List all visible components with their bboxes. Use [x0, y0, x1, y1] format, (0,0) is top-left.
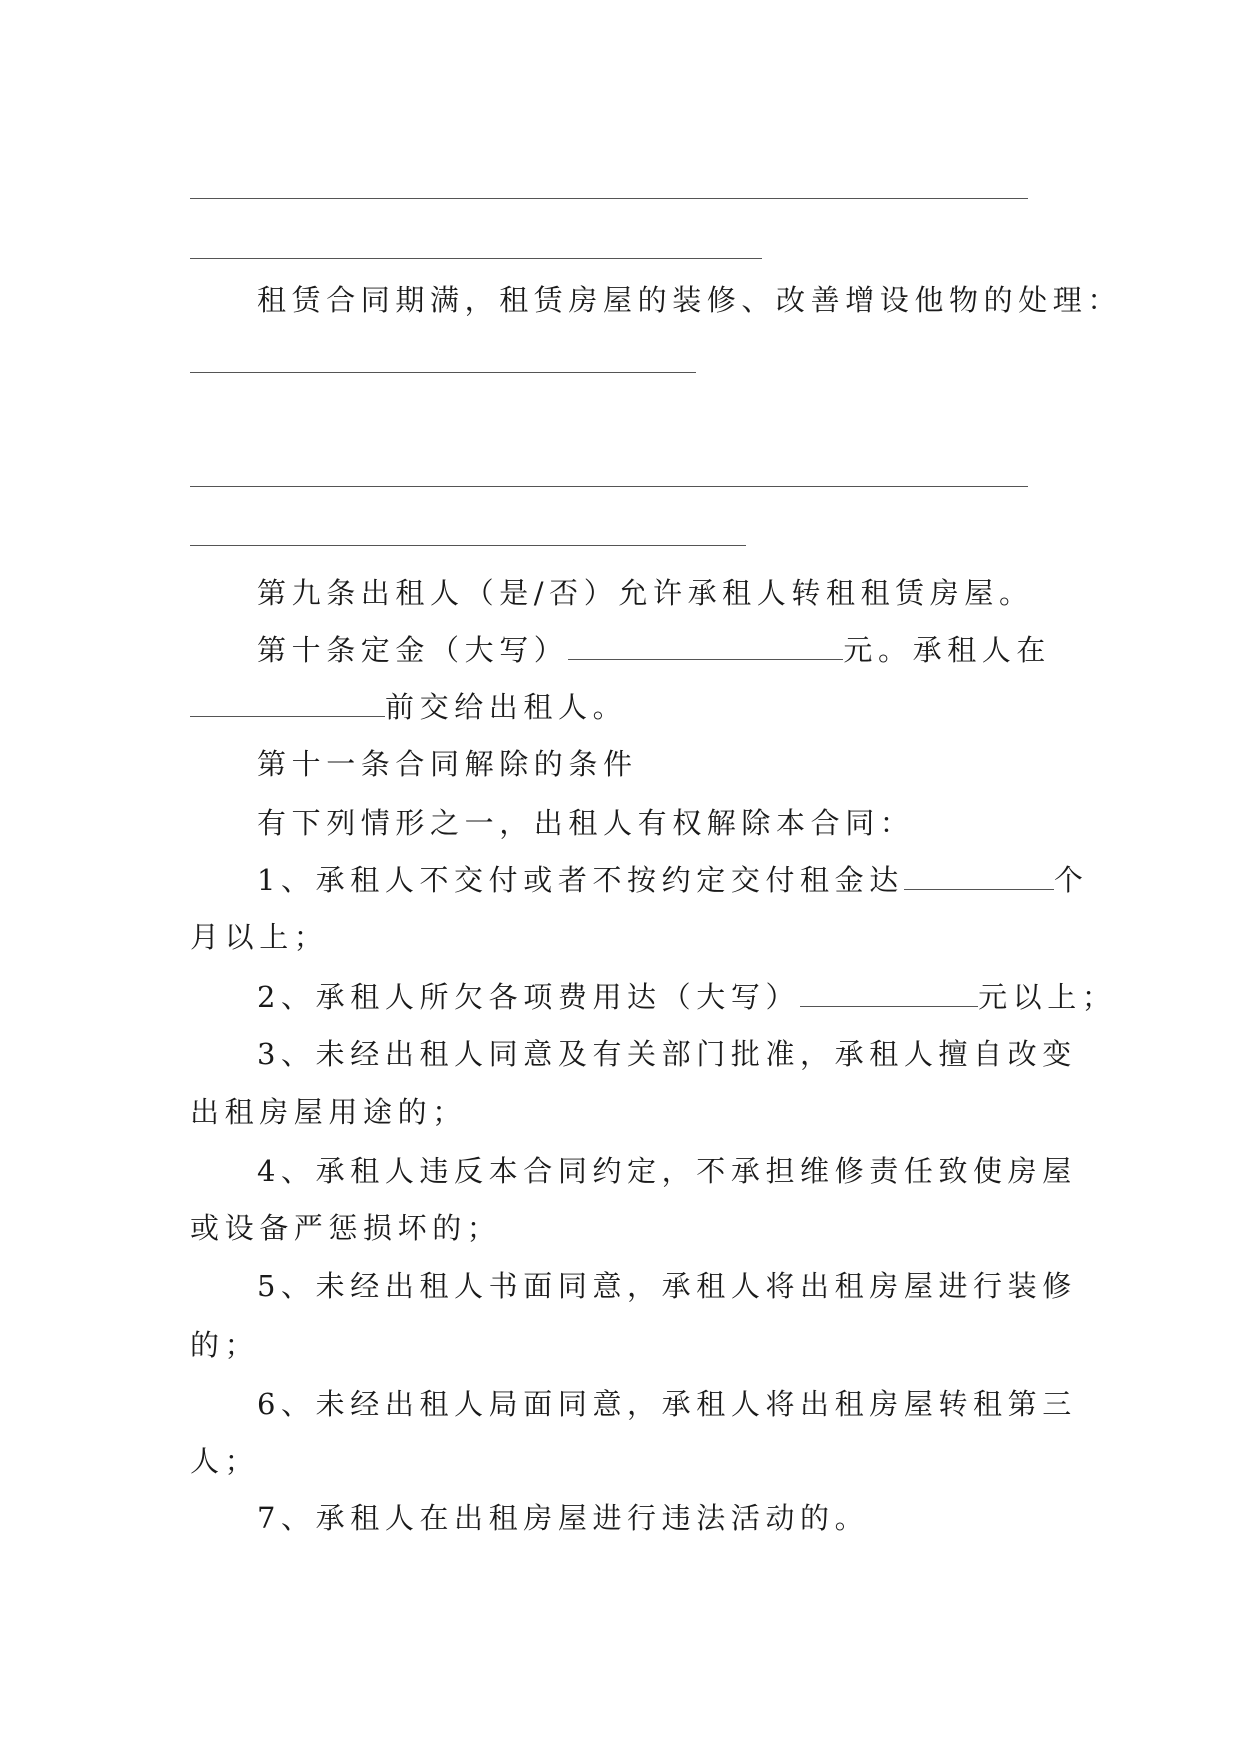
item-1-continued: 月以上； [190, 920, 329, 954]
item-3-line: 3、未经出租人同意及有关部门批准，承租人擅自改变 [257, 1037, 1077, 1071]
months-blank [904, 863, 1054, 890]
article-10-line [257, 630, 1051, 670]
blank-line-2 [190, 258, 762, 259]
item-2-unit: 元以上； [978, 980, 1117, 1014]
article-10-label: 第十条定金（大写） [257, 633, 569, 667]
item-5-line: 5、未经出租人书面同意，承租人将出租房屋进行装修 [257, 1269, 1077, 1303]
blank-line-5 [190, 545, 746, 546]
article-10-continued [190, 687, 627, 727]
item-4-line: 4、承租人违反本合同约定，不承担维修责任致使房屋 [257, 1154, 1077, 1188]
item-1-text: 1、承租人不交付或者不按约定交付租金达 [257, 863, 904, 897]
item-6-continued: 人； [190, 1444, 260, 1478]
item-1-unit: 个 [1053, 863, 1089, 897]
blank-line-3 [190, 372, 696, 373]
item-5-continued: 的； [190, 1328, 260, 1362]
deposit-amount-blank [568, 633, 843, 660]
article-11-title: 第十一条合同解除的条件 [257, 747, 638, 781]
fees-amount-blank [800, 980, 978, 1007]
item-3-continued: 出租房屋用途的； [190, 1095, 467, 1129]
blank-line-4 [190, 486, 1028, 487]
blank-line-1 [190, 198, 1028, 199]
article-10-unit: 元。承租人在 [843, 633, 1052, 667]
renovation-paragraph: 租赁合同期满，租赁房屋的装修、改善增设他物的处理： [257, 283, 1123, 317]
item-2-text: 2、承租人所欠各项费用达（大写） [257, 980, 801, 1014]
item-7-line: 7、承租人在出租房屋进行违法活动的。 [257, 1501, 870, 1535]
article-11-intro: 有下列情形之一，出租人有权解除本合同： [257, 806, 915, 840]
item-4-continued: 或设备严惩损坏的； [190, 1211, 502, 1245]
item-2-line [257, 977, 1116, 1017]
article-9: 第九条出租人（是/否）允许承租人转租租赁房屋。 [257, 576, 1034, 610]
item-1-line [257, 860, 1088, 900]
article-10-tail: 前交给出租人。 [385, 690, 628, 724]
item-6-line: 6、未经出租人局面同意，承租人将出租房屋转租第三 [257, 1387, 1077, 1421]
deposit-date-blank [190, 690, 385, 717]
